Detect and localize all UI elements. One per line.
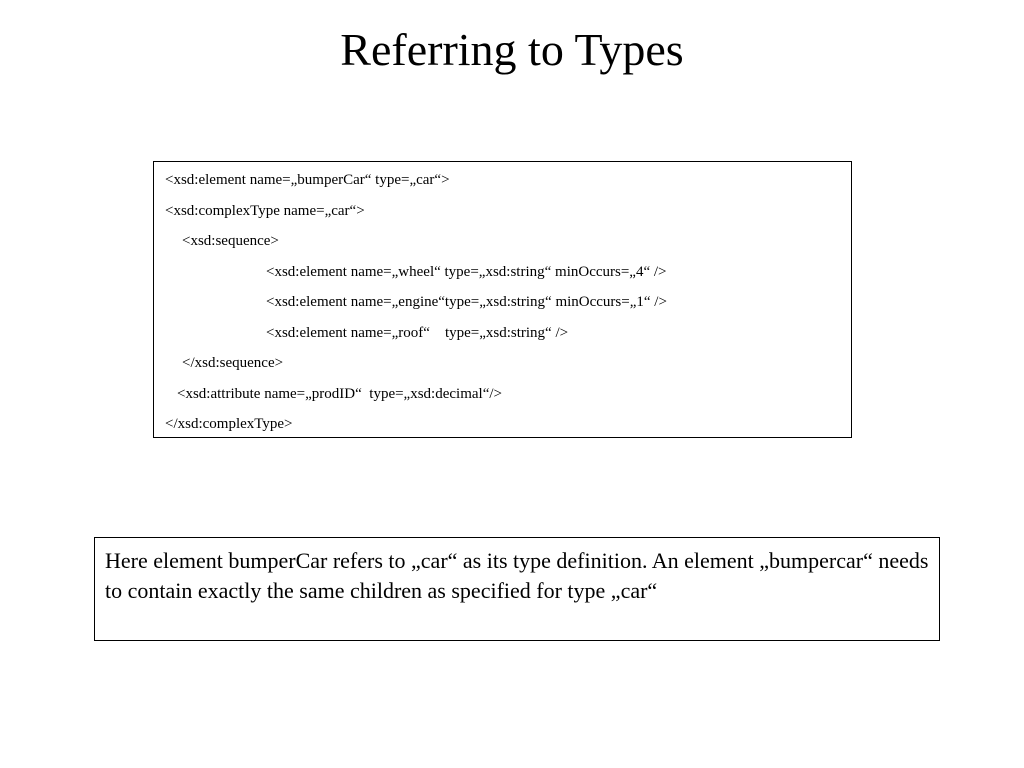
slide-title: Referring to Types — [340, 24, 684, 75]
code-line: </xsd:complexType> — [165, 416, 293, 432]
code-line: <xsd:element name=„engine“type=„xsd:string“ minOccurs=„1“ /> — [266, 294, 667, 310]
explanation-text: Here element bumperCar refers to „car“ as its type definition. An element „bumpercar“ needs to contain exactly the same children as specified for type „car“ — [105, 548, 929, 603]
code-line: </xsd:sequence> — [182, 355, 284, 371]
code-line: <xsd:element name=„roof“ type=„xsd:string“ /> — [266, 325, 569, 341]
code-box — [153, 161, 852, 438]
code-line: <xsd:complexType name=„car“> — [165, 203, 365, 219]
code-line: <xsd:element name=„bumperCar“ type=„car“> — [165, 172, 450, 188]
code-line: <xsd:element name=„wheel“ type=„xsd:string“ minOccurs=„4“ /> — [266, 264, 667, 280]
explanation-box — [94, 537, 940, 641]
code-line: <xsd:sequence> — [182, 233, 279, 249]
code-line: <xsd:attribute name=„prodID“ type=„xsd:decimal“/> — [177, 386, 502, 402]
